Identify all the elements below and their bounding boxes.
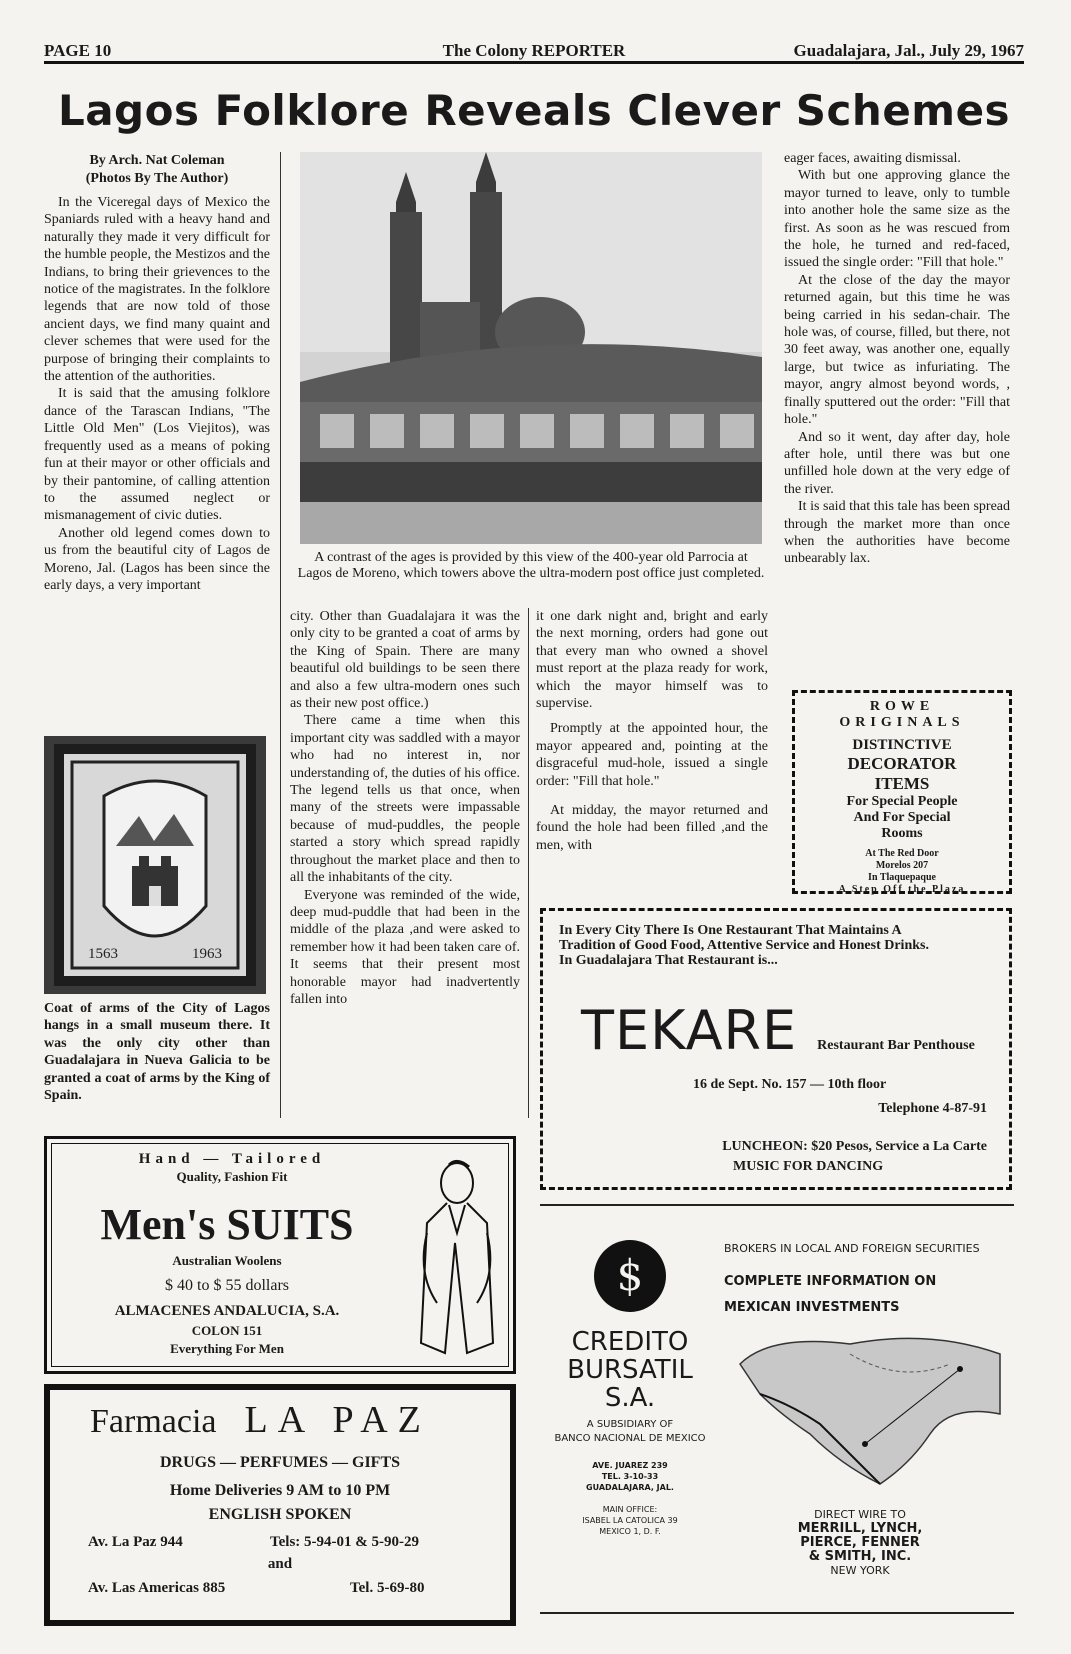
paragraph: it one dark night and, bright and early the next morning, orders had gone out that every man who owned a shovel must report at the plaza ready for work, which the mayor himself was to supervise.	[536, 609, 768, 712]
dateline: Guadalajara, Jal., July 29, 1967	[793, 41, 1024, 60]
tekare-ad	[540, 908, 1012, 1190]
suits-tagline: Everything For Men	[170, 1341, 284, 1356]
rowe-line: DECORATOR	[847, 754, 957, 773]
parrocia-photo	[300, 152, 762, 544]
rowe-line: At The Red Door	[865, 848, 939, 859]
paragraph: At the close of the day the mayor returned again, but this time he was being carried in his sedan-chair. The hole was, of course, filled, but there, not 30 feet away, was another one, equally large, but twice as infuriating. The mayor, angry almost beyond words, , finally sputtered out the order: "Fill that hole."	[784, 272, 1010, 428]
credito-addr-2: TEL. 3-10-33	[601, 1472, 659, 1481]
paragraph: At midday, the mayor returned and found the hole had been filled ,and the men, with	[536, 803, 768, 853]
farmacia-title: Farmacia	[90, 1403, 217, 1440]
credito-bursatil-ad	[540, 1224, 1014, 1604]
paragraph: With but one approving glance the mayor turned to leave, only to tumble into another hole the same size as the first. As soon as he was rescued from the hole, he turned and red-faced, issued the single order: "Fill that hole."	[784, 168, 1010, 271]
rowe-line: ITEMS	[874, 774, 930, 793]
article-column-3	[536, 608, 768, 854]
photo-credit: (Photos By The Author)	[85, 171, 229, 186]
credito-main-1: MAIN OFFICE:	[602, 1505, 658, 1514]
paragraph: Promptly at the appointed hour, the mayor appeared and, pointing at the disgraceful mud-hole, issued a single order: "Fill that hole."	[536, 721, 768, 789]
rowe-line: Rooms	[881, 826, 923, 841]
farmacia-and: and	[267, 1556, 293, 1572]
credito-wire-5: NEW YORK	[830, 1564, 890, 1577]
coat-year-right: 1963	[192, 946, 222, 962]
column-divider	[280, 152, 281, 1118]
rowe-line: Morelos 207	[875, 860, 929, 871]
paragraph: It is said that the amusing folklore dance of the Tarascan Indians, "The Little Old Men" (Los Viejitos), was frequently used as a means of poking fun at their mayor or other officials and by their pantomine, of calling attention to the assumed neglect or mismanagement of civic duties.	[44, 386, 270, 524]
farmacia-line2: Home Deliveries 9 AM to 10 PM	[169, 1482, 391, 1499]
paragraph: city. Other than Guadalajara it was the only city to be granted a coat of arms by the King of Spain. There are many beautiful old buildings to be seen there and also a few ultra-modern ones such as their new post office.)	[290, 609, 520, 712]
ad-divider	[540, 1204, 1014, 1206]
credito-name-2: BURSATIL	[567, 1355, 693, 1385]
article-headline: Lagos Folklore Reveals Clever Schemes	[57, 86, 1011, 135]
mexico-usa-map-icon	[730, 1324, 1010, 1494]
rowe-line: And For Special	[853, 810, 951, 825]
paragraph: And so it went, day after day, hole after hole, until there was but one unfilled hole down at the very edge of the river.	[784, 429, 1010, 497]
credito-wire-1: DIRECT WIRE TO	[814, 1508, 906, 1521]
article-column-4	[784, 150, 1010, 568]
paragraph: It is said that this tale has been spread through the market more than once when the authorities have become unbearably lax.	[784, 499, 1010, 567]
farmacia-line1: DRUGS — PERFUMES — GIFTS	[159, 1454, 401, 1471]
article-column-2	[290, 608, 520, 1008]
tekare-intro: In Every City There Is One Restaurant That Maintains A Tradition of Good Food, Attentive Service and Honest Drinks. In Guadalajara That Restaurant is...	[559, 923, 929, 968]
credito-main-3: MEXICO 1, D. F.	[599, 1527, 661, 1536]
rowe-line: For Special People	[846, 794, 958, 809]
credito-sub-1: A SUBSIDIARY OF	[586, 1419, 674, 1430]
credito-name-3: S.A.	[604, 1383, 656, 1413]
credito-wire-3: PIERCE, FENNER	[800, 1535, 920, 1550]
suits-price: $ 40 to $ 55 dollars	[165, 1277, 289, 1294]
rowe-originals: ORIGINALS	[839, 715, 965, 730]
farmacia-address-1: Av. La Paz 944	[88, 1534, 183, 1550]
tekare-lunch: LUNCHEON: $20 Pesos, Service a La Carte	[722, 1139, 987, 1154]
credito-main-2: ISABEL LA CATOLICA 39	[582, 1516, 678, 1525]
rowe-name: ROWE	[869, 699, 935, 714]
farmacia-address-2: Av. Las Americas 885	[88, 1580, 226, 1596]
credito-investments: MEXICAN INVESTMENTS	[724, 1300, 900, 1315]
suits-hand-tailored: Hand — Tailored	[138, 1151, 326, 1167]
article-column-1	[44, 152, 270, 594]
credito-wire-2: MERRILL, LYNCH,	[797, 1521, 923, 1536]
tekare-music: MUSIC FOR DANCING	[733, 1159, 884, 1174]
suits-title: Men's SUITS	[100, 1200, 354, 1249]
rowe-line: A Step Off the Plaza	[838, 884, 966, 895]
paragraph: In the Viceregal days of Mexico the Spaniards ruled with a heavy hand and naturally they made it very difficult for the humble people, the Mestizos and the Indians, to bring their grievences to the notice of the magistrates. In the folklore legends that are now told of those ancient days, we find many quaint and clever schemes that were used for the purpose of bringing their complaints to the attention of the authorities.	[44, 195, 270, 385]
parrocia-caption: A contrast of the ages is provided by this view of the 400-year old Parrocia at Lagos de Moreno, which towers above the ultra-modern post office just completed.	[297, 550, 765, 581]
farmacia-tel-2: Tel. 5-69-80	[350, 1580, 425, 1596]
parrocia-image	[300, 152, 762, 544]
credito-sub-2: BANCO NACIONAL DE MEXICO	[554, 1433, 706, 1444]
tekare-sub: Restaurant Bar Penthouse	[817, 1038, 975, 1053]
credito-addr-1: AVE. JUAREZ 239	[592, 1461, 668, 1470]
rowe-line: DISTINCTIVE	[852, 737, 952, 753]
suits-woolens: Australian Woolens	[172, 1253, 282, 1268]
farmacia-la-paz: LA PAZ	[244, 1399, 431, 1441]
credito-logo-icon	[592, 1238, 668, 1314]
credito-addr-3: GUADALAJARA, JAL.	[586, 1483, 674, 1492]
farmacia-la-paz-ad	[44, 1384, 516, 1626]
farmacia-line3: ENGLISH SPOKEN	[208, 1506, 352, 1523]
tekare-name: TEKARE	[581, 999, 798, 1062]
suits-address: COLON 151	[191, 1323, 263, 1338]
column-divider	[528, 608, 529, 1118]
credito-complete: COMPLETE INFORMATION ON	[724, 1274, 937, 1289]
mens-suits-ad	[44, 1136, 516, 1374]
farmacia-tels-1: Tels: 5-94-01 & 5-90-29	[270, 1534, 420, 1550]
paragraph: Another old legend comes down to us from the beautiful city of Lagos de Moreno, Jal. (Lagos has been since the early days, a very important	[44, 525, 270, 593]
credito-name-1: CREDITO	[571, 1327, 689, 1357]
tekare-address: 16 de Sept. No. 157 — 10th floor	[693, 1077, 887, 1092]
byline: By Arch. Nat Coleman	[89, 153, 225, 168]
masthead	[44, 38, 1024, 64]
page-number: PAGE 10	[44, 41, 112, 60]
coat-year-left: 1563	[88, 946, 118, 962]
bottom-rule	[540, 1612, 1014, 1614]
man-in-suit-illustration	[407, 1153, 507, 1367]
paragraph: Everyone was reminded of the wide, deep mud-puddle that had been in the middle of the plaza ,and were asked to remember how it had been taken care of. It seems that their present most honorable mayor had inadvertently fallen into	[290, 887, 520, 1007]
suits-quality: Quality, Fashion Fit	[176, 1169, 288, 1184]
coat-of-arms-caption: Coat of arms of the City of Lagos hangs in a small museum there. It was the only city other than Guadalajara in Nueva Galicia to be granted a coat of arms by the King of Spain.	[44, 1001, 270, 1104]
coat-of-arms-photo	[44, 736, 266, 994]
svg-text:$: $	[616, 1251, 644, 1300]
paragraph: There came a time when this important city was saddled with a mayor who had no interest in, nor understanding of, the duties of his office. The legend tells us that once, when many of the streets were impassable because of mud-puddles, the people started a story which spread rapidly throughout the market place and then to all the inhabitants of the city.	[290, 713, 520, 886]
paragraph: eager faces, awaiting dismissal.	[784, 151, 961, 166]
rowe-originals-ad	[792, 690, 1012, 894]
coat-of-arms-image	[44, 736, 266, 994]
suits-store: ALMACENES ANDALUCIA, S.A.	[114, 1303, 340, 1319]
rowe-line: In Tlaquepaque	[868, 872, 936, 883]
paper-name: The Colony REPORTER	[442, 41, 626, 60]
tekare-phone: Telephone 4-87-91	[878, 1101, 987, 1116]
credito-wire-4: & SMITH, INC.	[808, 1549, 912, 1564]
credito-brokers: BROKERS IN LOCAL AND FOREIGN SECURITIES	[724, 1242, 980, 1255]
